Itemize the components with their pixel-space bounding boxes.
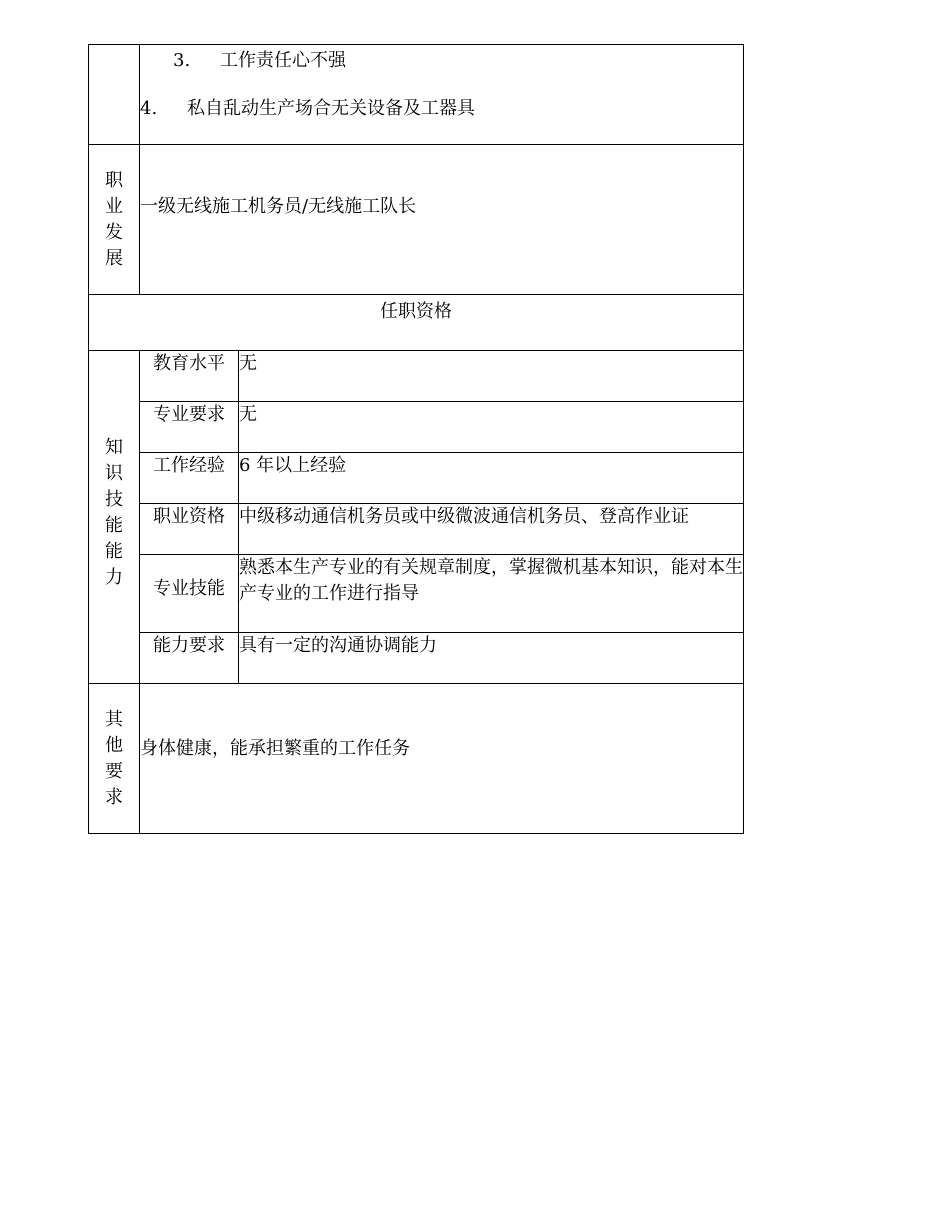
- knowledge-skills-label: 知 识 技 能 能 力: [89, 351, 140, 684]
- responsibility-list-cell: [140, 45, 744, 145]
- section-title-row: [89, 295, 744, 351]
- list-item: [140, 96, 743, 122]
- qualification-row: [89, 555, 744, 633]
- skills-value: 熟悉本生产专业的有关规章制度，掌握微机基本知识，能对本生产专业的工作进行指导: [239, 555, 744, 633]
- skills-label: 专业技能: [140, 555, 239, 633]
- job-description-table: [88, 44, 744, 834]
- list-item-number: 3.: [173, 50, 191, 71]
- qualification-row: [89, 402, 744, 453]
- ability-label: 能力要求: [140, 633, 239, 684]
- certification-value: 中级移动通信机务员或中级微波通信机务员、登高作业证: [239, 504, 744, 555]
- major-requirement-value: 无: [239, 402, 744, 453]
- empty-label-cell: [89, 45, 140, 145]
- responsibility-list-row: [89, 45, 744, 145]
- qualification-row: [89, 351, 744, 402]
- qualification-row: [89, 504, 744, 555]
- certification-label: 职业资格: [140, 504, 239, 555]
- other-requirements-value: 身体健康，能承担繁重的工作任务: [140, 684, 744, 834]
- qualification-row: [89, 633, 744, 684]
- career-label: 职 业 发 展: [89, 145, 140, 295]
- ability-value: 具有一定的沟通协调能力: [239, 633, 744, 684]
- other-requirements-row: [89, 684, 744, 834]
- section-title: 任职资格: [89, 295, 744, 351]
- education-label: 教育水平: [140, 351, 239, 402]
- career-value: 一级无线施工机务员/无线施工队长: [140, 145, 744, 295]
- education-value: 无: [239, 351, 744, 402]
- career-row: [89, 145, 744, 295]
- major-requirement-label: 专业要求: [140, 402, 239, 453]
- other-requirements-label: 其 他 要 求: [89, 684, 140, 834]
- experience-value: 6 年以上经验: [239, 453, 744, 504]
- list-item: [140, 48, 743, 74]
- list-item-text: 工作责任心不强: [220, 50, 346, 71]
- experience-label: 工作经验: [140, 453, 239, 504]
- list-item-text: 私自乱动生产场合无关设备及工器具: [187, 98, 475, 119]
- list-item-number: 4.: [140, 98, 158, 119]
- qualification-row: [89, 453, 744, 504]
